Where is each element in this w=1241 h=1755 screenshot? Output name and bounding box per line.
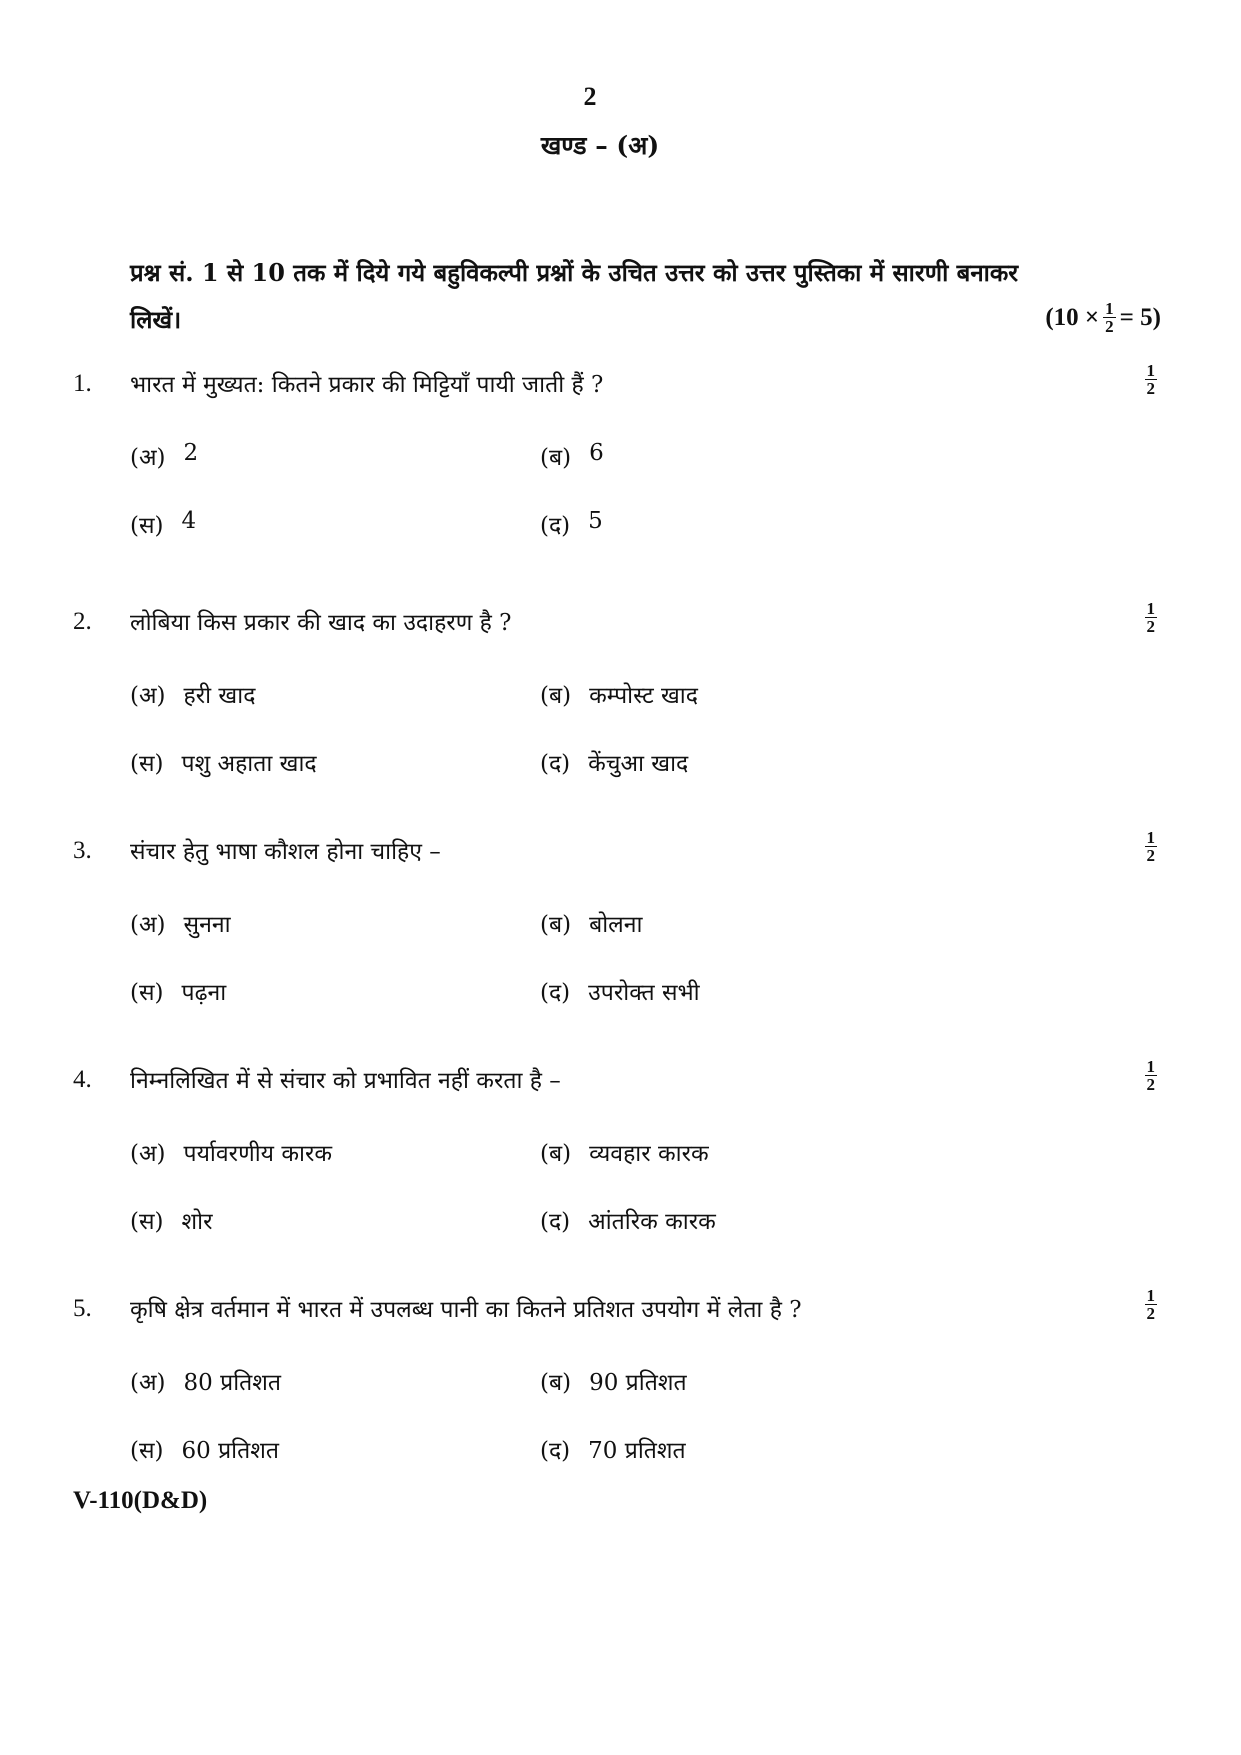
option-d — [540, 1433, 686, 1465]
question-text: भारत में मुख्यत: कितने प्रकार की मिट्टियाँ पायी जाती हैं ? — [130, 372, 604, 398]
option-label: (अ) — [130, 912, 166, 938]
total-marks — [1045, 300, 1161, 335]
option-a — [130, 907, 231, 939]
total-marks-prefix: (10 × — [1045, 303, 1100, 331]
fraction-numerator: 1 — [1146, 828, 1155, 847]
option-d — [540, 1204, 716, 1236]
option-c — [130, 1204, 213, 1236]
question-text: कृषि क्षेत्र वर्तमान में भारत में उपलब्ध पानी का कितने प्रतिशत उपयोग में लेता है ? — [130, 1297, 802, 1323]
option-label: (स) — [130, 1438, 164, 1464]
option-d — [540, 508, 603, 540]
option-value: कम्पोस्ट खाद — [589, 683, 698, 709]
option-value: 2 — [183, 440, 199, 466]
option-value: 70 प्रतिशत — [588, 1438, 686, 1464]
option-value: शोर — [181, 1209, 213, 1235]
option-label: (ब) — [540, 1370, 572, 1396]
option-value: 60 प्रतिशत — [181, 1438, 279, 1464]
option-label: (द) — [540, 1209, 571, 1235]
instructions-line-1: प्रश्न सं. 1 से 10 तक में दिये गये बहुविकल्पी प्रश्नों के उचित उत्तर को उत्तर पुस्तिका में सारणी बनाकर — [130, 258, 1019, 287]
fraction-denominator: 2 — [1105, 317, 1114, 336]
option-label: (अ) — [130, 1141, 166, 1167]
question-marks — [1145, 362, 1158, 397]
option-value: 4 — [181, 508, 197, 534]
option-value: पशु अहाता खाद — [181, 751, 317, 777]
fraction-denominator: 2 — [1146, 379, 1155, 398]
instructions-line-2: लिखें। — [130, 305, 182, 334]
fraction-numerator: 1 — [1146, 1286, 1155, 1305]
total-marks-fraction — [1103, 300, 1116, 335]
option-a — [130, 1136, 332, 1168]
option-label: (द) — [540, 513, 571, 539]
option-value: केंचुआ खाद — [588, 751, 689, 777]
option-label: (द) — [540, 751, 571, 777]
option-b — [540, 1365, 687, 1397]
question-text: निम्नलिखित में से संचार को प्रभावित नहीं करता है – — [130, 1068, 561, 1094]
option-value: सुनना — [183, 912, 231, 938]
option-a — [130, 678, 255, 710]
option-label: (स) — [130, 980, 164, 1006]
option-label: (द) — [540, 980, 571, 1006]
option-label: (अ) — [130, 1370, 166, 1396]
fraction-numerator: 1 — [1146, 599, 1155, 618]
option-value: 80 प्रतिशत — [183, 1370, 282, 1396]
option-c — [130, 508, 196, 540]
fraction-numerator: 1 — [1105, 299, 1114, 318]
fraction-denominator: 2 — [1146, 1075, 1155, 1094]
fraction-denominator: 2 — [1146, 1304, 1155, 1323]
option-b — [540, 440, 604, 472]
fraction-denominator: 2 — [1146, 617, 1155, 636]
section-title: खण्ड – (अ) — [540, 131, 660, 160]
option-value: पढ़ना — [181, 980, 227, 1006]
question-marks — [1145, 600, 1158, 635]
question-text: संचार हेतु भाषा कौशल होना चाहिए – — [130, 839, 441, 865]
option-label: (ब) — [540, 1141, 572, 1167]
question-number: 2. — [73, 608, 92, 635]
option-b — [540, 678, 698, 710]
fraction-denominator: 2 — [1146, 846, 1155, 865]
option-c — [130, 1433, 279, 1465]
option-label: (ब) — [540, 445, 572, 471]
option-label: (स) — [130, 1209, 164, 1235]
question-marks — [1145, 829, 1158, 864]
option-label: (स) — [130, 751, 164, 777]
question-number: 3. — [73, 837, 92, 864]
option-a — [130, 440, 198, 472]
option-b — [540, 907, 643, 939]
fraction-numerator: 1 — [1146, 361, 1155, 380]
option-label: (अ) — [130, 445, 166, 471]
option-value: व्यवहार कारक — [589, 1141, 709, 1167]
question-text: लोबिया किस प्रकार की खाद का उदाहरण है ? — [130, 610, 512, 636]
option-value: पर्यावरणीय कारक — [183, 1141, 333, 1167]
option-d — [540, 975, 700, 1007]
option-value: आंतरिक कारक — [588, 1209, 716, 1235]
option-c — [130, 975, 226, 1007]
question-marks — [1145, 1058, 1158, 1093]
option-label: (स) — [130, 513, 164, 539]
option-d — [540, 746, 688, 778]
option-label: (द) — [540, 1438, 571, 1464]
option-value: उपरोक्त सभी — [588, 980, 700, 1006]
question-number: 4. — [73, 1066, 92, 1093]
option-label: (ब) — [540, 912, 572, 938]
option-label: (अ) — [130, 683, 166, 709]
paper-code: V-110(D&D) — [73, 1487, 208, 1514]
option-value: 90 प्रतिशत — [589, 1370, 687, 1396]
question-marks — [1145, 1287, 1158, 1322]
total-marks-suffix: = 5) — [1119, 303, 1161, 331]
option-b — [540, 1136, 709, 1168]
fraction-numerator: 1 — [1146, 1057, 1155, 1076]
option-label: (ब) — [540, 683, 572, 709]
question-number: 5. — [73, 1295, 92, 1322]
question-number: 1. — [73, 370, 92, 397]
page-number: 2 — [583, 82, 597, 111]
option-value: हरी खाद — [183, 683, 256, 709]
option-a — [130, 1365, 281, 1397]
option-value: बोलना — [589, 912, 643, 938]
option-value: 5 — [588, 508, 603, 534]
option-value: 6 — [589, 440, 604, 466]
option-c — [130, 746, 317, 778]
